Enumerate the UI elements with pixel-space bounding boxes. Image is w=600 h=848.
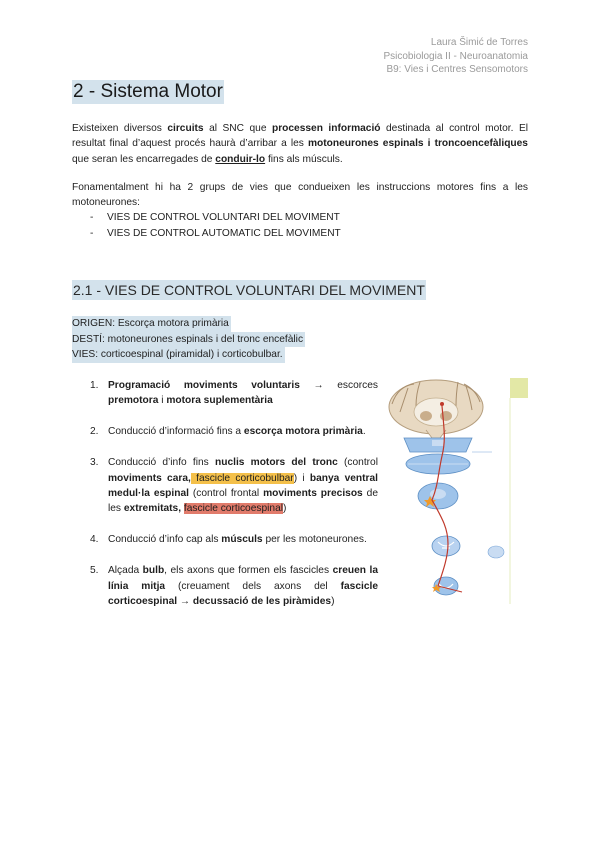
- text-run: Conducció d’info fins: [108, 457, 215, 469]
- corticospinal-pathway-figure: [386, 378, 528, 604]
- bullet-dash: -: [90, 212, 94, 223]
- header-author: Laura Šimić de Torres: [430, 37, 528, 48]
- routes-line: VIES: corticoespinal (piramidal) i corticobulbar.: [72, 347, 285, 363]
- list-item: [90, 378, 378, 409]
- bold-term: banya ventral medul·la espinal: [108, 472, 378, 500]
- item-text: [108, 532, 378, 547]
- bold-term: motoneurones espinals i troncoencefàliques: [307, 138, 528, 150]
- text-run: ) i: [293, 472, 310, 484]
- bold-term: creuen la línia mitja: [108, 565, 378, 592]
- item-number: 1.: [90, 380, 99, 391]
- page-header: [383, 36, 528, 77]
- numbered-list: [90, 378, 378, 625]
- bold-term: escorça motora primària: [243, 426, 363, 438]
- text-run: Conducció d’info cap als: [108, 534, 222, 546]
- list-item-text: VIES DE CONTROL AUTOMATIC DEL MOVIMENT: [107, 227, 341, 239]
- intro-paragraph-1: [72, 121, 528, 167]
- text-run: fins als músculs.: [265, 153, 343, 165]
- item-number: 4.: [90, 534, 99, 546]
- bold-term: motora suplementària: [166, 395, 273, 407]
- origin-line: ORIGEN: Escorça motora primària: [72, 316, 231, 332]
- text-run: Existeixen diversos: [72, 123, 168, 134]
- medulla-section: [418, 483, 458, 509]
- cervical-cord-section: [432, 536, 460, 556]
- destination-line: DESTÍ: motoneurones espinals i del tronc encefàlic: [72, 332, 305, 348]
- list-item: [90, 210, 341, 226]
- midbrain-section: [404, 438, 472, 452]
- text-run: per les motoneurones.: [262, 534, 367, 546]
- text-run: → escorces: [299, 380, 378, 391]
- bold-underlined-term: conduir-lo: [215, 153, 266, 165]
- text-run: i: [158, 395, 167, 407]
- text-run: (creuament dels axons del: [165, 580, 341, 592]
- list-item: [90, 455, 378, 517]
- list-item-text: VIES DE CONTROL VOLUNTARI DEL MOVIMENT: [107, 212, 340, 223]
- list-item: [90, 563, 378, 609]
- bold-term: extremitats,: [123, 503, 182, 515]
- motor-cortex-origin-dot: [440, 402, 444, 406]
- item-text: [108, 455, 378, 517]
- bold-term: nuclis motors del tronc: [215, 457, 338, 469]
- bold-term: circuits: [167, 123, 204, 134]
- item-text: [108, 563, 378, 609]
- text-run: que seran les encarregades de: [72, 153, 216, 165]
- text-run: , els axons que formen els fascicles: [164, 565, 333, 577]
- list-item: [90, 226, 341, 242]
- item-number: 2.: [90, 426, 99, 438]
- bold-term: moviments precisos: [263, 488, 363, 500]
- text-run: de les: [108, 488, 378, 515]
- highlight-corticospinal: fascicle corticoespinal: [183, 503, 283, 515]
- header-course: Psicobiologia II - Neuroanatomia: [383, 50, 528, 62]
- page-title: 2 - Sistema Motor: [73, 81, 223, 102]
- bold-term: processen informació: [271, 123, 381, 134]
- bullet-dash: -: [90, 227, 94, 239]
- highlight-corticobulbar: fascicle corticobulbar: [190, 472, 294, 484]
- section-title: 2.1 - VIES DE CONTROL VOLUNTARI DEL MOVIMENT: [73, 282, 425, 298]
- intro-paragraph-2: Fonamentalment hi ha 2 grups de vies que condueixen les instruccions motores fins a les motoneurones:: [72, 182, 528, 209]
- section-meta: [72, 316, 305, 363]
- text-run: (control: [337, 457, 378, 469]
- figure-corner-tab: [510, 378, 528, 398]
- bold-term: músculs: [221, 534, 263, 546]
- bold-term: premotora: [108, 395, 159, 407]
- bold-term: Programació moviments voluntaris: [108, 380, 300, 391]
- text-run: al SNC que: [203, 123, 272, 134]
- text-run: Alçada: [108, 565, 143, 577]
- text-run: ): [331, 596, 335, 608]
- bullet-list: [90, 210, 341, 241]
- header-block: B9: Vies i Centres Sensomotors: [386, 64, 528, 75]
- text-run: destinada al control motor. El resultat final d’aquest procés haurà d’arribar a les: [72, 123, 528, 150]
- item-text: [108, 424, 378, 439]
- list-item: [90, 532, 378, 547]
- bold-term: moviments cara: [108, 472, 189, 484]
- pons-section: [406, 454, 470, 474]
- text-run: (control frontal: [188, 488, 264, 500]
- item-number: 3.: [90, 457, 99, 469]
- list-item: [90, 424, 378, 439]
- bold-term: bulb: [142, 565, 165, 577]
- item-text: [108, 378, 378, 409]
- text-run: ,: [188, 472, 191, 484]
- item-number: 5.: [90, 565, 99, 577]
- text-run: .: [362, 426, 366, 438]
- text-run: ): [283, 503, 287, 515]
- thoracic-cord-section: [488, 546, 504, 558]
- text-run: Conducció d’informació fins a: [108, 426, 244, 438]
- bold-term: fascicle corticoespinal → decussació de les piràmides: [108, 580, 378, 608]
